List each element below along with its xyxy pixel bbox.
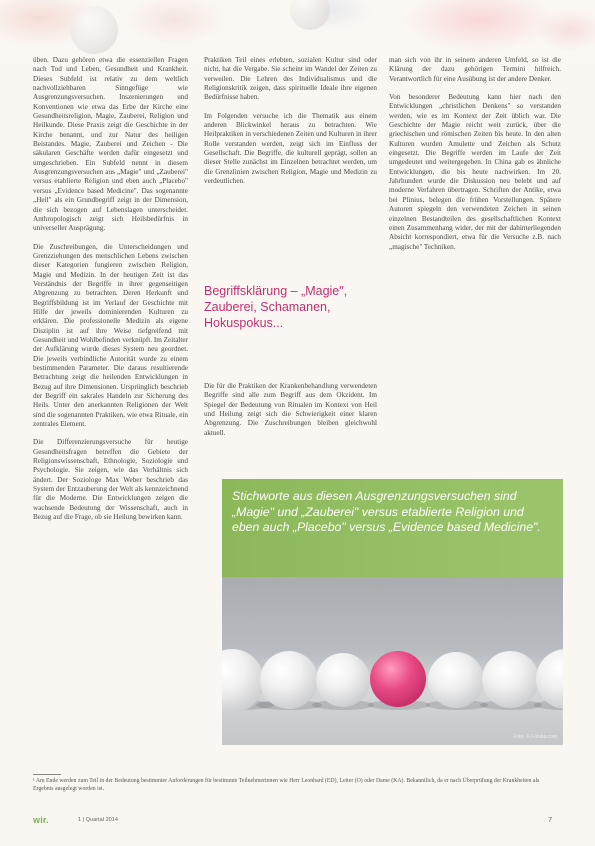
paragraph: Die Zuschreibungen, die Unterscheidungen und Grenzziehungen des menschlichen Lebens zwischen dieser Kategorien fungieren zwischen Religion, Magie und Medizin. In der heutigen Zeit ist das Verständnis der Begriffe in ihrer gegenseitigen Abgrenzung zu betrachten. Deren Herkunft und Begriffsbildung ist im Verlauf der Geschichte mit Hilfe der jeweils dominierenden Kulturen zu erklären. Die professionelle Medizin als eigene Disziplin ist auf ihre Weise tiefgreifend mit Gesundheit und Wohlbefinden verknüpft. Im Zeitalter der Aufklärung wurde dieses System neu geordnet. Die jeweils verbindliche Autorität wurde zu einem bestimmenden Parameter. Die daraus resultierende Betrachtung zeigt die heilenden Entwicklungen in Bezug auf ihre Dimensionen. Ursprünglich beschrieb der Begriff ein sakrales Handeln zur Sicherung des Heils. Unter den anerkannten Religionen der Welt sind die sogenannten Praktiken, wie etwa Rituale, ein zentrales Element. [33, 242, 188, 429]
article-column-1 [33, 56, 188, 771]
paragraph: üben. Dazu gehören etwa die essenziellen Fragen nach Tod und Leben, Gesundheit und Krankheit. Dieses Subfeld ist relativ zu dem weltlich nachvollziehbaren Sinngefüge wie Ausgrenzungsversuchen. Inszenierungen und Konventionen wie etwa das Erbe der Kirche eine Gesundheitsreligion, Magie, Zauberei, Religion und Heilkunde. Diese Praxis zeigt die Geschichte in der Kirche benannt, und zur Natur des heiligen Beistandes. Magie, Zauberei und Zeichen - Die säkularen Geschäfte werden dafür eingesetzt und umgeschrieben. Ein Subfeld nennt in diesem Ausgrenzungsversuchen aus „Magie" und „Zauberei" versus etablierte Religion und eben auch „Placebo" versus „Evidence based Medicine". Das sogenannte „Heil" als ein Grundbegriff zeigt in der Dimension, die sich bezogen auf Lebenslagen unterscheidet. Anthropologisch zeigt sich Heilsbedürfnis in universeller Ausprägung. [33, 56, 188, 233]
section-heading: Begriffsklärung – „Magie", Zauberei, Schamanen, Hokuspokus... [204, 284, 348, 330]
photo-credit: Foto: © Fotolia.com [513, 734, 557, 740]
pink-pill-ball [370, 651, 426, 707]
white-pill-ball [536, 649, 563, 709]
article-column-2-continued [204, 382, 377, 458]
white-pill-ball [316, 653, 370, 707]
article-column-2 [204, 56, 377, 206]
paragraph: Die für die Praktiken der Krankenbehandlung verwendeten Begriffe sind alle zum Begriff aus dem Okzident. Im Spiegel der Bedeutung von Ritualen im Kontext von Heil und Heilung zeigt sich die Schwierigkeit einer klaren Abgrenzung. Die Zuschreibungen bleiben gleichwohl aktuell. [204, 382, 377, 437]
paragraph: Von besonderer Bedeutung kann hier nach den Entwicklungen „christlichen Denkens" so verstanden werden, wie es im Kontext der Zeit üblich war. Die Geschichte der Magie reicht weit zurück, über die griechischen und römischen Zeiten bis heute. In den alten Kulturen wurden Amulette und Zeichen als Schutz eingesetzt. Die Begriffe werden im Laufe der Zeit umgedeutet und weitergegeben. In China gab es ähnliche Entwicklungen, die bis heute nachwirken. Im 20. Jahrhundert wurde die Diskussion neu belebt und auf moderne Verfahren übertragen. Schriften der Antike, etwa bei Plinius, belegen die frühen Vorstellungen. Spätere Autoren spiegeln den verwendeten Zeichen in seinen einzelnen Bestandteilen des gesellschaftlichen Kontext einen Zusammenhang wider, der mit der dahinterliegenden Absicht korrespondiert, etwa für die Versuche z.B. nach „magische" Techniken. [389, 93, 561, 251]
pull-quote-text: Stichworte aus diesen Ausgrenzungsversuchen sind „Magie" und „Zauberei" versus etablierte Religion und eben auch „Placebo" versus „Evidence based Medicine". [232, 489, 541, 534]
white-pill-ball [260, 651, 318, 709]
article-column-3 [389, 56, 561, 456]
paragraph: Im Folgenden versuche ich die Thematik aus einem anderen Blickwinkel heraus zu betrachten. Wie Heilpraktiken in verschiedenen Zeiten und Kulturen in ihrer Rolle verstanden werden, zeigt sich im Einfluss der Gesellschaft. Die Begriffe, die kulturell geprägt, sollen an dieser Stelle zunächst im Einzelnen betrachtet werden, um die Grenzlinien zwischen Religion, Magie und Medizin zu verdeutlichen. [204, 111, 377, 186]
white-pill-ball [482, 651, 539, 708]
footnote: ¹ Am Ende werden zum Teil in der Bedeutung bestimmter Anforderungen für bestimmte Teilnehmerinnen wie Herr Leonhard (ED), Leiter (O) oder Dame (KA). Bekanntlich, da er nach Überprüfung der Krankheiten als Ergebnis ausgelegt worden ist. [33, 778, 540, 792]
paragraph: Die Differenzierungsversuche für heutige Gesundheitsfragen betreffen die Gebiete der Religionswissenschaft, Ethnologie, Soziologie und Psychologie. Sie zeigen, wie das Verhältnis sich ändert. Der Soziologe Max Weber beschrieb das System der Entzauberung der Welt als kennzeichnend für die Moderne. Die Entwicklungen zeigen die wachsende Bedeutung der Wissenschaft, auch in Bezug auf die Frage, ob sie Heilung bewirken kann. [33, 438, 188, 522]
page-number: 7 [548, 815, 553, 824]
white-pill-ball [428, 652, 484, 708]
paragraph: Praktiken Teil eines erlebten, sozialen Kultur sind oder nicht, hat die Vergabe. Sie scheint im Wandel der Zeiten zu verweilen. Die Lehren des Individualismus und die Religionskritik zeigen, dass spirituelle Ideale ihre eigenen Bedürfnisse haben. [204, 56, 377, 102]
decorative-sphere [70, 6, 118, 54]
magazine-logo: wir. [33, 815, 49, 825]
paragraph: man sich von ihr in seinem anderen Umfeld, so ist die Klärung der dazu gehörigen Termini hilfreich. Verantwortlich für eine Ausübung ist der andere Denker. [389, 56, 561, 83]
footnote-divider [33, 774, 61, 775]
issue-label: 1 | Quartal 2014 [78, 817, 119, 823]
pills-photo [222, 577, 563, 745]
pull-quote-box [222, 479, 563, 577]
